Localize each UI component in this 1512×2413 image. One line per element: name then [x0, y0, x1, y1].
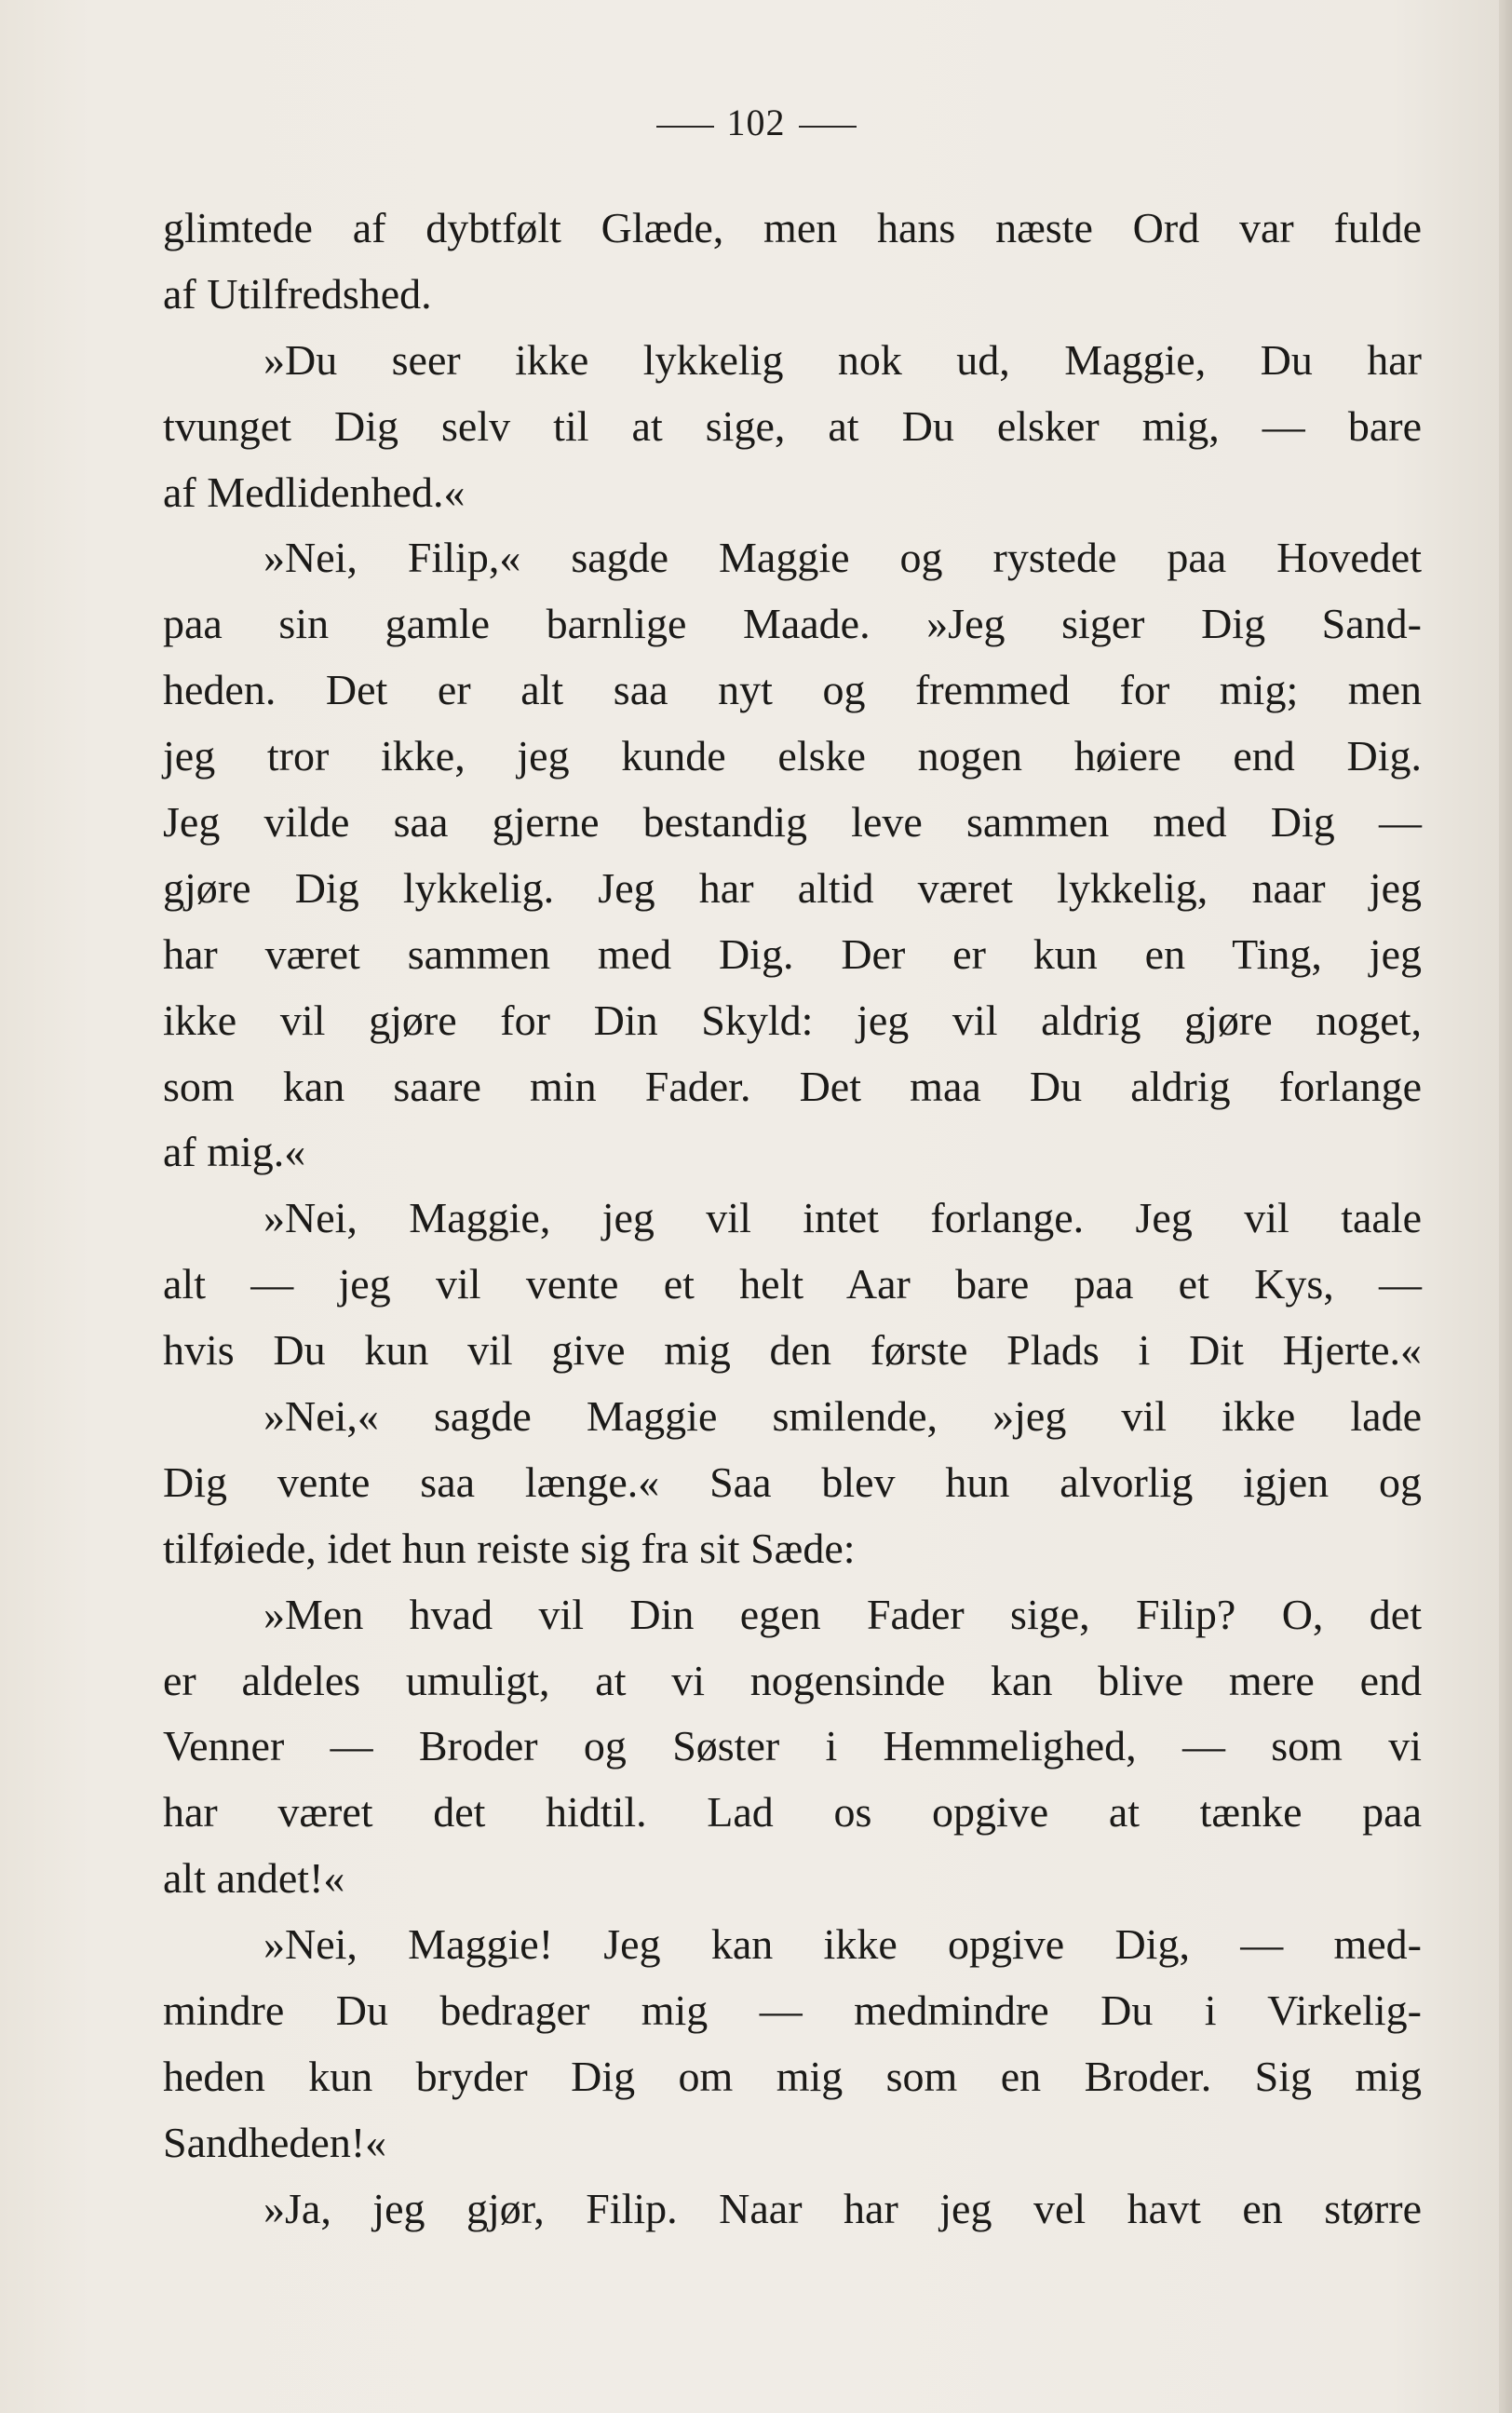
text-line: tilføiede, idet hun reiste sig fra sit Sæde: — [163, 1524, 856, 1572]
text-line: heden. Det er alt saa nyt og fremmed for mig; men — [163, 666, 1422, 714]
text-line: »Ja, jeg gjør, Filip. Naar har jeg vel havt en større — [263, 2184, 1422, 2232]
page-number: 102 — [726, 102, 786, 143]
text-line: tvunget Dig selv til at sige, at Du elsker mig, — bare — [163, 401, 1422, 450]
text-line: »Nei, Maggie! Jeg kan ikke opgive Dig, — med- — [263, 1920, 1422, 1969]
text-line: af Medlidenhed.« — [163, 468, 466, 516]
header-dash-right — [799, 126, 857, 128]
page-edge — [1499, 0, 1512, 2413]
text-line: Venner — Broder og Søster i Hemmelighed, — som vi — [163, 1722, 1422, 1770]
text-line: glimtede af dybtfølt Glæde, men hans næste Ord var fulde — [163, 204, 1422, 251]
text-line: af Utilfredshed. — [163, 269, 432, 318]
text-line: af mig.« — [163, 1128, 306, 1176]
text-line: »Men hvad vil Din egen Fader sige, Filip? O, det — [263, 1590, 1422, 1638]
text-line: heden kun bryder Dig om mig som en Broder. Sig mig — [163, 2052, 1422, 2100]
text-line: som kan saare min Fader. Det maa Du aldrig forlange — [163, 1062, 1422, 1110]
text-line: paa sin gamle barnlige Maade. »Jeg siger Dig Sand- — [163, 600, 1422, 648]
text-line: jeg tror ikke, jeg kunde elske nogen høiere end Dig. — [163, 732, 1422, 780]
text-line: »Du seer ikke lykkelig nok ud, Maggie, Du har — [263, 335, 1422, 384]
text-line: Jeg vilde saa gjerne bestandig leve sammen med Dig — — [163, 798, 1422, 847]
text-line: Sandheden!« — [163, 2118, 387, 2166]
text-line: gjøre Dig lykkelig. Jeg har altid været lykkelig, naar jeg — [163, 863, 1422, 912]
header-dash-left — [656, 126, 714, 128]
text-line: ikke vil gjøre for Din Skyld: jeg vil aldrig gjøre noget, — [163, 996, 1422, 1044]
text-line: »Nei,« sagde Maggie smilende, »jeg vil ikke lade — [263, 1392, 1422, 1441]
text-line: mindre Du bedrager mig — medmindre Du i Virkelig- — [163, 1986, 1422, 2035]
text-line: har været sammen med Dig. Der er kun en Ting, jeg — [163, 929, 1422, 978]
text-line: Dig vente saa længe.« Saa blev hun alvorlig igjen og — [163, 1457, 1422, 1506]
text-line: alt andet!« — [163, 1854, 345, 1903]
text-line: har været det hidtil. Lad os opgive at tænke paa — [163, 1788, 1422, 1837]
text-line: »Nei, Filip,« sagde Maggie og rystede paa Hovedet — [263, 534, 1422, 582]
page-header — [0, 101, 1512, 144]
text-line: er aldeles umuligt, at vi nogensinde kan blive mere end — [163, 1656, 1422, 1704]
text-line: »Nei, Maggie, jeg vil intet forlange. Jeg vil taale — [263, 1194, 1422, 1242]
text-line: alt — jeg vil vente et helt Aar bare paa et Kys, — — [163, 1260, 1422, 1308]
text-line: hvis Du kun vil give mig den første Plads i Dit Hjerte.« — [163, 1326, 1422, 1375]
body-text — [163, 196, 1422, 2243]
